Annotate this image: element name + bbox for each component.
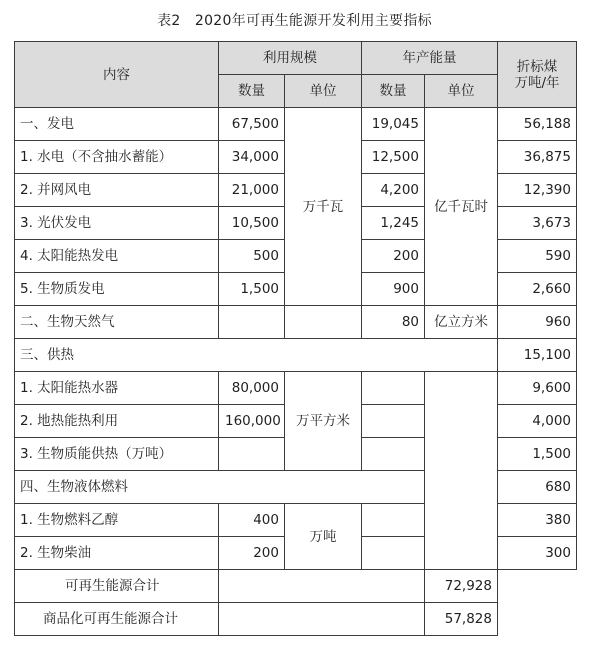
empty-cell xyxy=(219,570,425,603)
table-row xyxy=(15,108,577,141)
commercial-total-label: 商品化可再生能源合计 xyxy=(15,603,219,636)
header-coal-equivalent xyxy=(498,42,577,108)
row-label: 2. 生物柴油 xyxy=(15,537,219,570)
coal-value: 4,000 xyxy=(498,405,577,438)
header-content: 内容 xyxy=(15,42,219,108)
empty-cell xyxy=(362,504,425,537)
table-row xyxy=(15,339,577,372)
scale-value: 1,500 xyxy=(219,273,285,306)
energy-value: 4,200 xyxy=(362,174,425,207)
energy-value: 1,245 xyxy=(362,207,425,240)
energy-value: 200 xyxy=(362,240,425,273)
coal-value: 56,188 xyxy=(498,108,577,141)
empty-cell xyxy=(425,372,498,570)
row-label: 5. 生物质发电 xyxy=(15,273,219,306)
coal-value: 9,600 xyxy=(498,372,577,405)
empty-cell xyxy=(219,603,425,636)
table-row xyxy=(15,306,577,339)
row-label: 3. 生物质能供热（万吨） xyxy=(15,438,219,471)
header-energy-quantity: 数量 xyxy=(362,75,425,108)
coal-value: 57,828 xyxy=(425,603,498,636)
coal-value: 960 xyxy=(498,306,577,339)
empty-cell xyxy=(362,438,425,471)
coal-value: 12,390 xyxy=(498,174,577,207)
power-energy-unit: 亿千瓦时 xyxy=(425,108,498,306)
scale-value: 500 xyxy=(219,240,285,273)
coal-value: 300 xyxy=(498,537,577,570)
coal-value: 680 xyxy=(498,471,577,504)
scale-value: 21,000 xyxy=(219,174,285,207)
table-caption: 表2 2020年可再生能源开发利用主要指标 xyxy=(157,13,432,29)
scale-value xyxy=(219,306,285,339)
scale-value: 10,500 xyxy=(219,207,285,240)
total-row xyxy=(15,603,577,636)
scale-value: 80,000 xyxy=(219,372,285,405)
header-annual-energy: 年产能量 xyxy=(362,42,498,75)
header-energy-unit: 单位 xyxy=(425,75,498,108)
total-label: 可再生能源合计 xyxy=(15,570,219,603)
coal-value: 3,673 xyxy=(498,207,577,240)
coal-value: 380 xyxy=(498,504,577,537)
row-label: 2. 并网风电 xyxy=(15,174,219,207)
coal-value: 15,100 xyxy=(498,339,577,372)
header-scale-unit: 单位 xyxy=(285,75,362,108)
table-row xyxy=(15,372,577,405)
empty-cell xyxy=(362,537,425,570)
scale-value: 67,500 xyxy=(219,108,285,141)
scale-value: 34,000 xyxy=(219,141,285,174)
energy-value: 900 xyxy=(362,273,425,306)
scale-value: 200 xyxy=(219,537,285,570)
row-label: 3. 光伏发电 xyxy=(15,207,219,240)
header-scale: 利用规模 xyxy=(219,42,362,75)
scale-value: 160,000 xyxy=(219,405,285,438)
indicator-table xyxy=(14,41,577,636)
power-scale-unit: 万千瓦 xyxy=(285,108,362,306)
row-label: 1. 生物燃料乙醇 xyxy=(15,504,219,537)
empty-cell xyxy=(362,405,425,438)
heat-scale-unit: 万平方米 xyxy=(285,372,362,471)
coal-value: 1,500 xyxy=(498,438,577,471)
energy-value: 80 xyxy=(362,306,425,339)
gas-energy-unit: 亿立方米 xyxy=(425,306,498,339)
row-label: 1. 水电（不含抽水蓄能） xyxy=(15,141,219,174)
row-label: 二、生物天然气 xyxy=(15,306,219,339)
row-label: 1. 太阳能热水器 xyxy=(15,372,219,405)
row-label: 四、生物液体燃料 xyxy=(15,471,425,504)
header-row xyxy=(15,42,577,75)
total-row xyxy=(15,570,577,603)
empty-cell xyxy=(285,306,362,339)
coal-value: 2,660 xyxy=(498,273,577,306)
coal-value: 36,875 xyxy=(498,141,577,174)
scale-value xyxy=(219,438,285,471)
coal-value: 590 xyxy=(498,240,577,273)
energy-value: 19,045 xyxy=(362,108,425,141)
fuel-scale-unit: 万吨 xyxy=(285,504,362,570)
header-coal-line1: 折标煤 xyxy=(516,58,558,75)
row-label: 2. 地热能热利用 xyxy=(15,405,219,438)
header-coal-line2: 万吨/年 xyxy=(514,74,560,91)
coal-value: 72,928 xyxy=(425,570,498,603)
row-label: 三、供热 xyxy=(15,339,498,372)
energy-value: 12,500 xyxy=(362,141,425,174)
scale-value: 400 xyxy=(219,504,285,537)
header-scale-quantity: 数量 xyxy=(219,75,285,108)
empty-cell xyxy=(362,372,425,405)
row-label: 4. 太阳能热发电 xyxy=(15,240,219,273)
row-label: 一、发电 xyxy=(15,108,219,141)
